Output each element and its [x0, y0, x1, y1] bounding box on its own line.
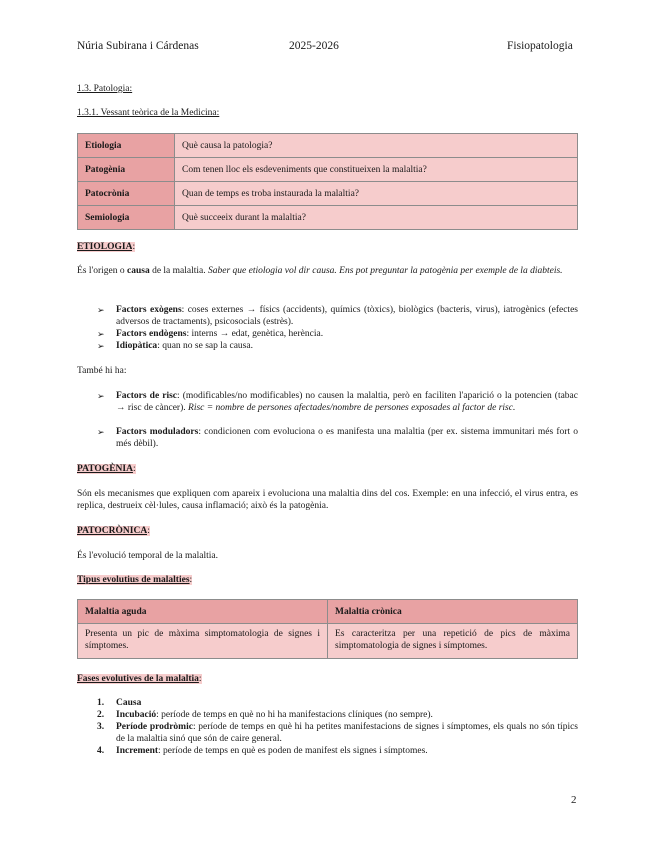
- patogenia-text: Són els mecanismes que expliquen com apareix i evoluciona una malaltia dins del cos. Exemple: en una infecció, el virus entra, es replica, destrueix cèl·lules, causa inflamació; això és la patogènia.: [77, 489, 578, 511]
- table-row: [78, 182, 578, 206]
- bullet-arrow-icon: ➢: [97, 391, 105, 401]
- table-cell-desc: Quan de temps es troba instaurada la malaltia?: [175, 182, 578, 206]
- table-cell-desc: Què causa la patologia?: [175, 134, 578, 158]
- list-item: Incubació: període de temps en què no hi ha manifestacions clíniques (no sempre).: [116, 710, 433, 720]
- table-cell-term: Patocrònia: [78, 182, 175, 206]
- fases-heading: Fases evolutives de la malaltia:: [77, 674, 202, 684]
- table-header-acute: Malaltia aguda: [78, 600, 328, 624]
- list-item: Període prodròmic: període de temps en què hi ha petites manifestacions de signes i símptomes, els quals no són típics de la malaltia sinó que són de caire general.: [116, 722, 578, 744]
- list-item: Factors endògens: interns → edat, genètica, herència.: [116, 329, 324, 339]
- list-item: Factors exògens: coses externes → físics (accidents), químics (tòxics), biològics (bacteris, virus), iatrogènics (efectes adversos de tractaments), psicosocials (estrès).: [116, 305, 578, 327]
- table-row: [78, 206, 578, 230]
- table-cell-term: Semiologia: [78, 206, 175, 230]
- table-cell-acute: Presenta un pic de màxima simptomatologia de signes i símptomes.: [78, 624, 328, 659]
- list-item: Factors moduladors: condicionen com evoluciona o es manifesta una malaltia (per ex. sistema immunitari més fort o més dèbil).: [116, 427, 579, 449]
- section-title: 1.3. Patologia:: [77, 84, 133, 94]
- etiologia-intro: És l'origen o causa de la malaltia. Saber que etiologia vol dir causa. Ens pot preguntar la patogènia per exemple de la diabteis.: [77, 266, 563, 276]
- header-year: 2025-2026: [289, 40, 339, 52]
- table-header-chronic: Malaltia crònica: [328, 600, 578, 624]
- list-number: 4.: [97, 746, 105, 756]
- header-author: Núria Subirana i Cárdenas: [77, 40, 199, 52]
- list-number: 1.: [97, 698, 105, 708]
- page-number: 2: [571, 794, 577, 806]
- list-item: Idiopàtica: quan no se sap la causa.: [116, 341, 253, 351]
- list-number: 2.: [97, 710, 105, 720]
- tambe-text: També hi ha:: [77, 366, 127, 376]
- table-cell-term: Patogènia: [78, 158, 175, 182]
- table-cell-desc: Què succeeix durant la malaltia?: [175, 206, 578, 230]
- definitions-table: [77, 133, 578, 230]
- page-header: [77, 40, 577, 54]
- table-row: [78, 600, 578, 624]
- table-row: [78, 158, 578, 182]
- table-row: [78, 624, 578, 659]
- list-item: Increment: període de temps en què es poden de manifest els signes i símptomes.: [116, 746, 428, 756]
- bullet-arrow-icon: ➢: [97, 305, 105, 315]
- list-item: Factors de risc: (modificables/no modificables) no causen la malaltia, però en faciliten l'aparició o la potencien (tabac → risc de càncer). Risc = nombre de persones afectades/nombre de persones exposades al factor de risc.: [116, 391, 578, 413]
- bullet-arrow-icon: ➢: [97, 341, 105, 351]
- table-row: [78, 134, 578, 158]
- list-item: Causa: [116, 698, 142, 708]
- patogenia-heading: PATOGÈNIA:: [77, 464, 136, 474]
- tipus-heading: Tipus evolutius de malalties:: [77, 575, 193, 585]
- patocronica-text: És l'evolució temporal de la malaltia.: [77, 551, 218, 561]
- etiologia-heading: ETIOLOGIA:: [77, 242, 136, 252]
- table-cell-term: Etiologia: [78, 134, 175, 158]
- bullet-arrow-icon: ➢: [97, 427, 105, 437]
- evolution-types-table: [77, 599, 578, 659]
- list-number: 3.: [97, 722, 105, 732]
- table-cell-desc: Com tenen lloc els esdeveniments que constitueixen la malaltia?: [175, 158, 578, 182]
- subsection-title: 1.3.1. Vessant teòrica de la Medicina:: [77, 108, 220, 118]
- header-subject: Fisiopatologia: [507, 40, 573, 52]
- table-cell-chronic: Es caracteritza per una repetició de pics de màxima simptomatologia de signes i símptomes.: [328, 624, 578, 659]
- patocronica-heading: PATOCRÒNICA:: [77, 526, 150, 536]
- bullet-arrow-icon: ➢: [97, 329, 105, 339]
